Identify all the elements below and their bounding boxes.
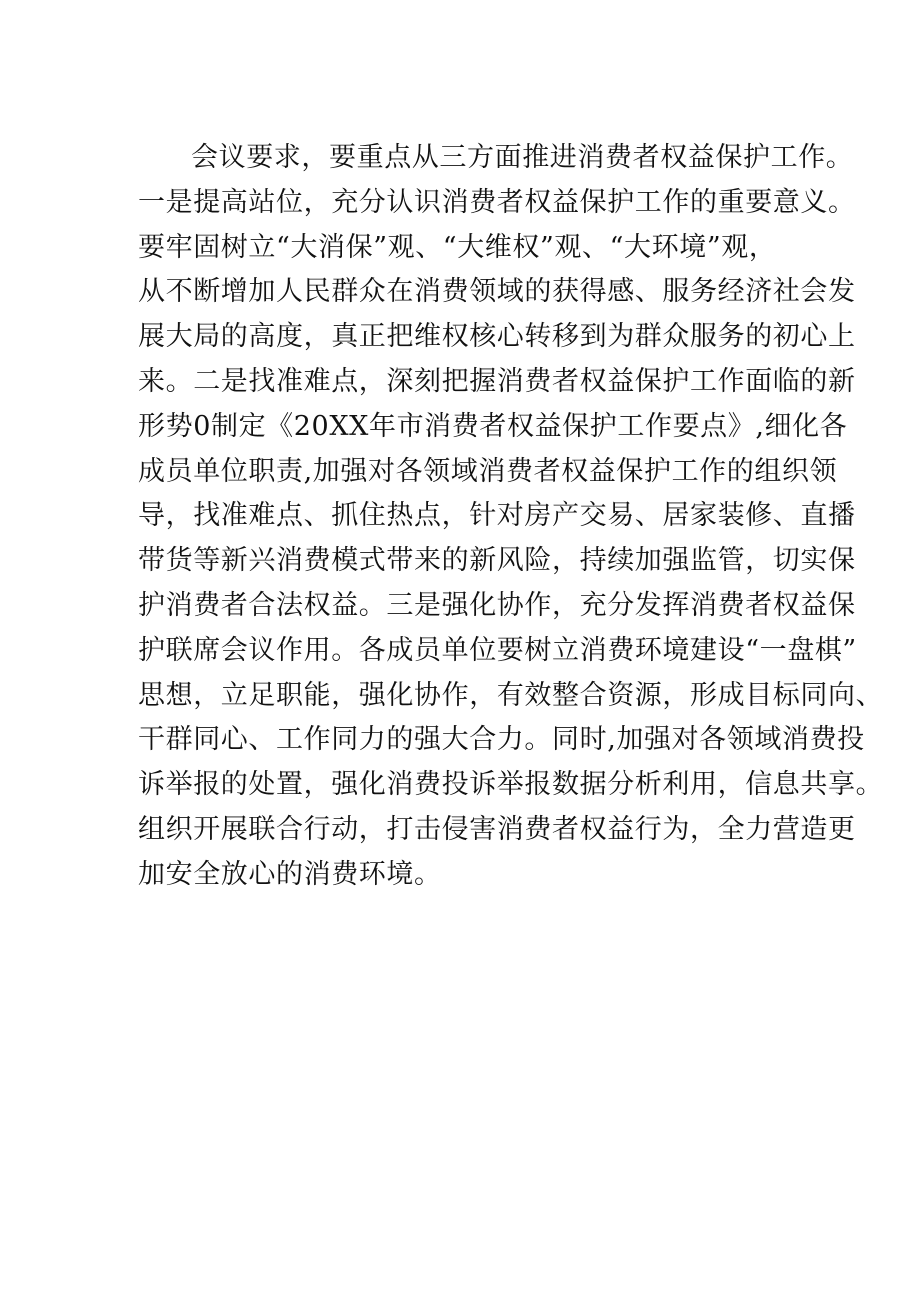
paragraph-line: 成员单位职责,加强对各领域消费者权益保护工作的组织领	[138, 455, 838, 487]
paragraph-line: 要牢固树立“大消保”观、“大维权”观、“大环境”观，	[138, 231, 777, 263]
paragraph-line: 导，找准难点、抓住热点，针对房产交易、居家装修、直播	[138, 500, 856, 532]
paragraph-line: 护消费者合法权益。三是强化协作，充分发挥消费者权益保	[138, 589, 856, 621]
paragraph-line: 干群同心、工作同力的强大合力。同时,加强对各领域消费投	[138, 724, 865, 756]
paragraph-line: 展大局的高度，真正把维权核心转移到为群众服务的初心上	[138, 321, 856, 353]
paragraph-line: 带货等新兴消费模式带来的新风险，持续加强监管，切实保	[138, 545, 856, 577]
paragraph-line: 会议要求，要重点从三方面推进消费者权益保护工作。	[191, 142, 854, 173]
paragraph-line: 从不断增加人民群众在消费领域的获得感、服务经济社会发	[138, 276, 856, 308]
paragraph-line: 形势0制定《20XX年市消费者权益保护工作要点》,细化各	[138, 410, 848, 442]
paragraph-line: 一是提高站位，充分认识消费者权益保护工作的重要意义。	[138, 186, 856, 218]
paragraph-line: 诉举报的处置，强化消费投诉举报数据分析利用，信息共享。	[138, 769, 884, 801]
paragraph-line: 护联席会议作用。各成员单位要树立消费环境建设“一盘棋”	[138, 634, 857, 666]
paragraph-line: 思想，立足职能，强化协作，有效整合资源，形成目标同向、	[138, 679, 884, 711]
paragraph-line: 来。二是找准难点，深刻把握消费者权益保护工作面临的新	[138, 365, 856, 397]
paragraph-line: 组织开展联合行动，打击侵害消费者权益行为，全力营造更	[138, 813, 856, 845]
body-paragraph	[138, 136, 884, 898]
paragraph-line: 加安全放心的消费环境。	[138, 858, 442, 890]
